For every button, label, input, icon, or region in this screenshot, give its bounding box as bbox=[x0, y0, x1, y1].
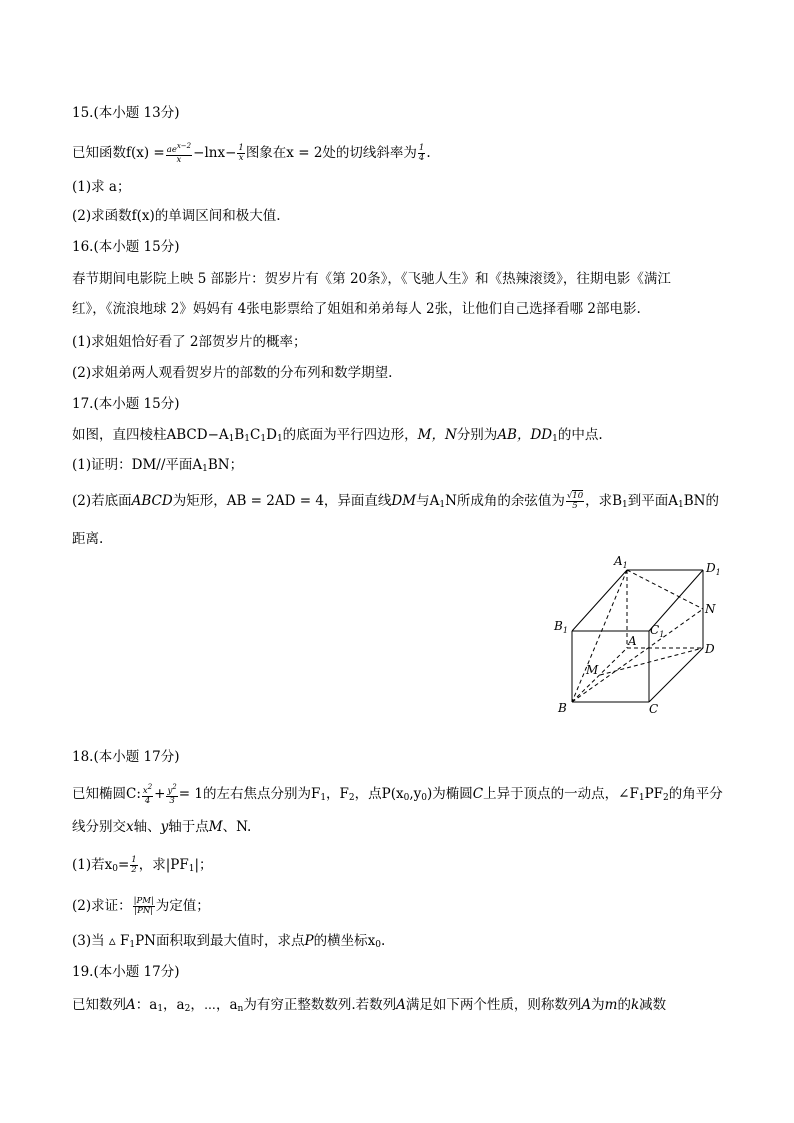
segment-md bbox=[600, 648, 703, 675]
edge-ba bbox=[572, 648, 627, 702]
fraction: $\frac{1}{2}$ bbox=[131, 855, 137, 875]
label-n: N bbox=[705, 602, 716, 616]
fraction: $\frac{x^2}{4}$ bbox=[142, 783, 153, 806]
q15-header: 15.(本小题 13分) bbox=[72, 105, 180, 121]
label-a: A bbox=[628, 634, 637, 648]
q17-part2: (2)若底面ABCD为矩形，AB = 2AD = 4，异面直线DM与$A_1N$所成角的余弦值为 $\frac{√10}{5}$ ，求$B_1$到平面$A_1BN$的 bbox=[72, 491, 719, 511]
q15-stem: 已知函数f(x) = $\frac{ae^{x-2}}{x}$ −lnx− $\frac{1}{x}$ 图象在x = 2处的切线斜率为 $\frac{1}{4}$ . bbox=[72, 142, 431, 165]
label-c: C bbox=[649, 702, 659, 716]
label-d1: $D_1$ bbox=[706, 561, 721, 577]
label-d: D bbox=[705, 642, 715, 656]
fraction: $\frac{1}{x}$ bbox=[238, 143, 244, 163]
fraction: $\frac{√10}{5}$ bbox=[566, 491, 584, 511]
q16-part1: (1)求姐姐恰好看了 2部贺岁片的概率； bbox=[72, 334, 307, 350]
edge-c1d1 bbox=[649, 570, 703, 631]
q16-line2: 红》，《流浪地球 2》妈妈有 4张电影票给了姐姐和弟弟每人 2张，让他们自己选择看哪 2部电影. bbox=[72, 301, 641, 317]
edge-cd bbox=[649, 648, 703, 702]
q17-stem: 如图，直四棱柱$ABCD-A_1B_1C_1D_1$的底面为平行四边形，M，N分别为AB，$DD_1$的中点. bbox=[72, 427, 603, 444]
q15-part2: (2)求函数f(x)的单调区间和极大值. bbox=[72, 208, 281, 224]
fraction: $\frac{1}{4}$ bbox=[418, 143, 425, 163]
q18-header: 18.(本小题 17分) bbox=[72, 749, 180, 765]
label-b: B bbox=[558, 701, 567, 715]
q17-header: 17.(本小题 15分) bbox=[72, 396, 180, 412]
label-a1: $A_1$ bbox=[614, 554, 628, 570]
prism-figure bbox=[548, 552, 728, 718]
segment-a1n bbox=[627, 570, 703, 609]
q18-part3: (3)当 ▵ $F_1PN$面积取到最大值时，求点P的横坐标$x_0$. bbox=[72, 933, 386, 950]
label-c1: $C_1$ bbox=[650, 623, 665, 639]
segment-a1b bbox=[572, 570, 627, 702]
label-b1: $B_1$ bbox=[554, 619, 568, 635]
q17-part2-cont: 距离. bbox=[72, 531, 104, 547]
q18-stem-line2: 线分别交x轴、y轴于点M、N. bbox=[72, 819, 252, 835]
q19-stem: 已知数列A：$a_1$，$a_2$，⋯，$a_n$为有穷正整数数列.若数列A满足如下两个性质，则称数列A为m的k减数 bbox=[72, 997, 667, 1014]
q16-line1: 春节期间电影院上映 5 部影片：贺岁片有《第 20条》，《飞驰人生》和《热辣滚烫》，往期电影《满江 bbox=[72, 271, 671, 287]
q15-part1: (1)求 a； bbox=[72, 179, 131, 195]
q18-stem: 已知椭圆C: $\frac{x^2}{4}$ + $\frac{y^2}{3}$ = 1的左右焦点分别为$F_1$，$F_2$，点$P(x_0,y_0)$为椭圆C上异于顶点的一动点，$\angle F_1PF_2$的角平分 bbox=[72, 783, 723, 806]
label-m: M bbox=[586, 663, 599, 677]
q18-part1: (1)若$x_0=$ $\frac{1}{2}$ ，求$|PF_1|$； bbox=[72, 855, 213, 875]
fraction: $\frac{y^2}{3}$ bbox=[167, 783, 177, 806]
q16-header: 16.(本小题 15分) bbox=[72, 239, 180, 255]
q18-part2: (2)求证： $\frac{|PM|}{|PN|}$ 为定值； bbox=[72, 896, 210, 916]
q16-part2: (2)求姐弟两人观看贺岁片的部数的分布列和数学期望. bbox=[72, 365, 393, 381]
q17-part1: (1)证明：DM//平面$A_1BN$； bbox=[72, 457, 244, 474]
fraction: $\frac{ae^{x-2}}{x}$ bbox=[166, 142, 192, 165]
edge-b1a1 bbox=[572, 570, 627, 631]
q19-header: 19.(本小题 17分) bbox=[72, 964, 180, 980]
fraction: $\frac{|PM|}{|PN|}$ bbox=[133, 896, 154, 916]
